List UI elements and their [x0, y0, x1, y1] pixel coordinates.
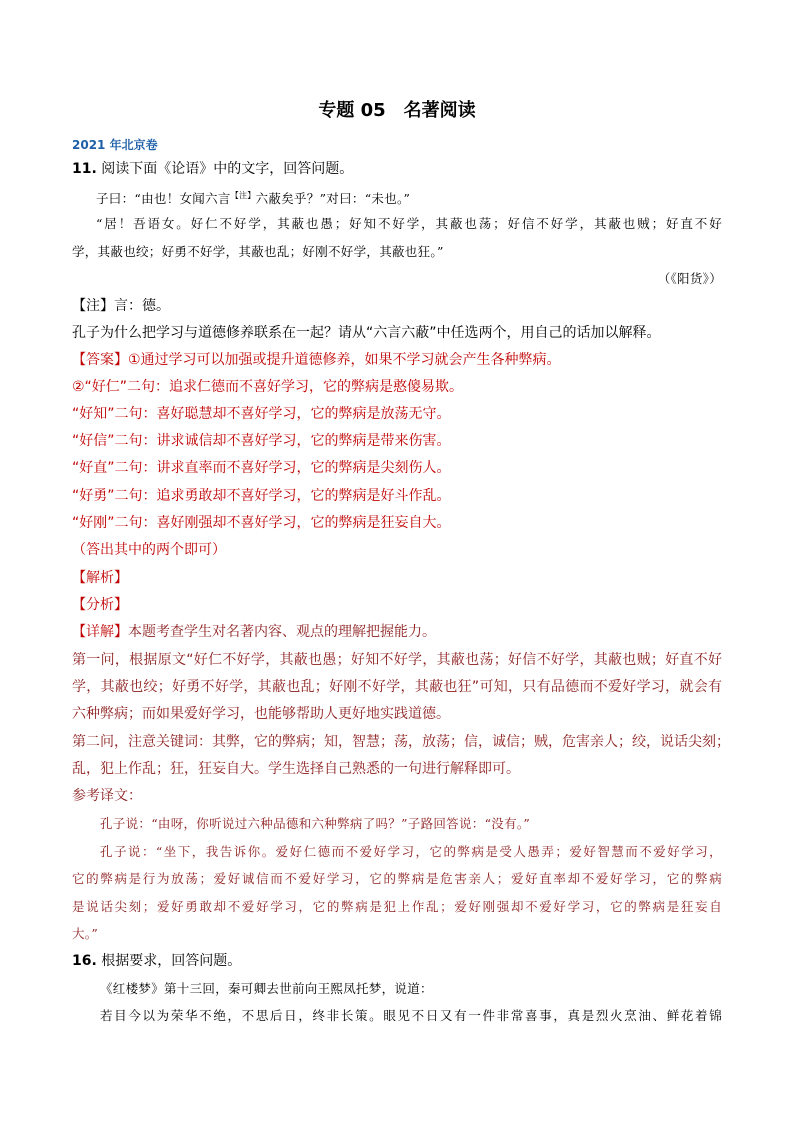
detail-line: [72, 622, 722, 642]
quote-line: “居！吾语女。好仁不好学，其蔽也愚；好知不好学，其蔽也荡；好信不好学，其蔽也贼；好直不好: [96, 216, 722, 231]
answer-label: 【答案】: [72, 352, 128, 368]
detail-label: 【详解】: [72, 624, 128, 640]
translation-line: 是说话尖刻；爱好勇敢却不爱好学习，它的弊病是犯上作乱；爱好刚强却不爱好学习，它的弊病是狂妄自: [72, 899, 722, 914]
note: 【注】言：德。: [72, 298, 170, 314]
translation-line: 孔子说：“坐下，我告诉你。爱好仁德而不爱好学习，它的弊病是受人愚弄；爱好智慧而不爱好学习，: [100, 844, 722, 859]
title-text: 名著阅读: [403, 100, 476, 121]
answer-line: “好刚”二句：喜好刚强却不喜好学习，它的弊病是狂妄自大。: [72, 515, 451, 531]
translation-line: 孔子说：“由呀，你听说过六种品德和六种弊病了吗？”子路回答说：“没有。”: [100, 816, 531, 831]
question-number: 11.: [72, 161, 97, 177]
answer-line: “好直”二句：讲求直率而不喜好学习，它的弊病是尖刻伤人。: [72, 460, 451, 476]
question-number: 16.: [72, 953, 97, 969]
quote-text: 六蔽矣乎？”对曰：“未也。”: [255, 191, 411, 207]
answer-line: （答出其中的两个即可）: [72, 542, 226, 558]
analysis-label: 【解析】: [72, 570, 128, 586]
question-prompt: 阅读下面《论语》中的文字，回答问题。: [101, 161, 354, 177]
q11-prompt-line: [72, 159, 722, 179]
quote-line: 学，其蔽也绞；好勇不好学，其蔽也乱；好刚不好学，其蔽也狂。”: [72, 244, 444, 259]
quote-line: 《红楼梦》第十三回，秦可卿去世前向王熙凤托梦，说道：: [100, 981, 433, 996]
page-title: [0, 96, 794, 122]
quote-line: 若目今以为荣华不绝，不思后日，终非长策。眼见不日又有一件非常喜事，真是烈火烹油、鲜花着锦: [100, 1008, 722, 1023]
answer-line: ②“好仁”二句：追求仁德而不喜好学习，它的弊病是憨傻易欺。: [72, 379, 464, 395]
question-text: 孔子为什么把学习与道德修养联系在一起？请从“六言六蔽”中任选两个，用自己的话加以解释。: [72, 325, 661, 341]
quote-text: 子曰：“由也！女闻六言: [96, 191, 231, 207]
title-number: 专题 05: [318, 100, 386, 121]
explanation-line: 第一问，根据原文“好仁不好学，其蔽也愚；好知不好学，其蔽也荡；好信不好学，其蔽也贼；好直不好: [72, 652, 722, 668]
detail-text: 本题考查学生对名著内容、观点的理解把握能力。: [128, 624, 436, 640]
footnote-marker: 【注】: [230, 191, 256, 200]
answer-line: “好勇”二句：追求勇敢却不喜好学习，它的弊病是好斗作乱。: [72, 488, 451, 504]
translation-label: 参考译文：: [72, 788, 142, 804]
fenxi-label: 【分析】: [72, 597, 128, 613]
explanation-line: 乱，犯上作乱；狂，狂妄自大。学生选择自己熟悉的一句进行解释即可。: [72, 761, 520, 777]
explanation-line: 六种弊病；而如果爱好学习，也能够帮助人更好地实践道德。: [72, 706, 450, 722]
quote-source: （《阳货》）: [657, 271, 722, 286]
quote-line: [96, 186, 722, 209]
exam-source: 2021 年北京卷: [72, 138, 158, 152]
translation-line: 它的弊病是行为放荡；爱好诚信而不爱好学习，它的弊病是危害亲人；爱好直率却不爱好学习，它的弊病: [72, 871, 722, 886]
answer-line: [72, 350, 722, 370]
translation-line: 大。”: [72, 926, 99, 941]
q16-prompt-line: [72, 951, 722, 971]
explanation-line: 学，其蔽也绞；好勇不好学，其蔽也乱；好刚不好学，其蔽也狂”可知，只有品德而不爱好学习，就会有: [72, 679, 722, 695]
answer-line: “好信”二句：讲求诚信却不喜好学习，它的弊病是带来伤害。: [72, 433, 451, 449]
answer-line: “好知”二句：喜好聪慧却不喜好学习，它的弊病是放荡无守。: [72, 406, 451, 422]
question-prompt: 根据要求，回答问题。: [101, 953, 242, 969]
explanation-line: 第二问，注意关键词：其弊，它的弊病；知，智慧；荡，放荡；信，诚信；贼，危害亲人；绞，说话尖刻；: [72, 734, 730, 750]
answer-text: ①通过学习可以加强或提升道德修养，如果不学习就会产生各种弊病。: [128, 352, 561, 368]
